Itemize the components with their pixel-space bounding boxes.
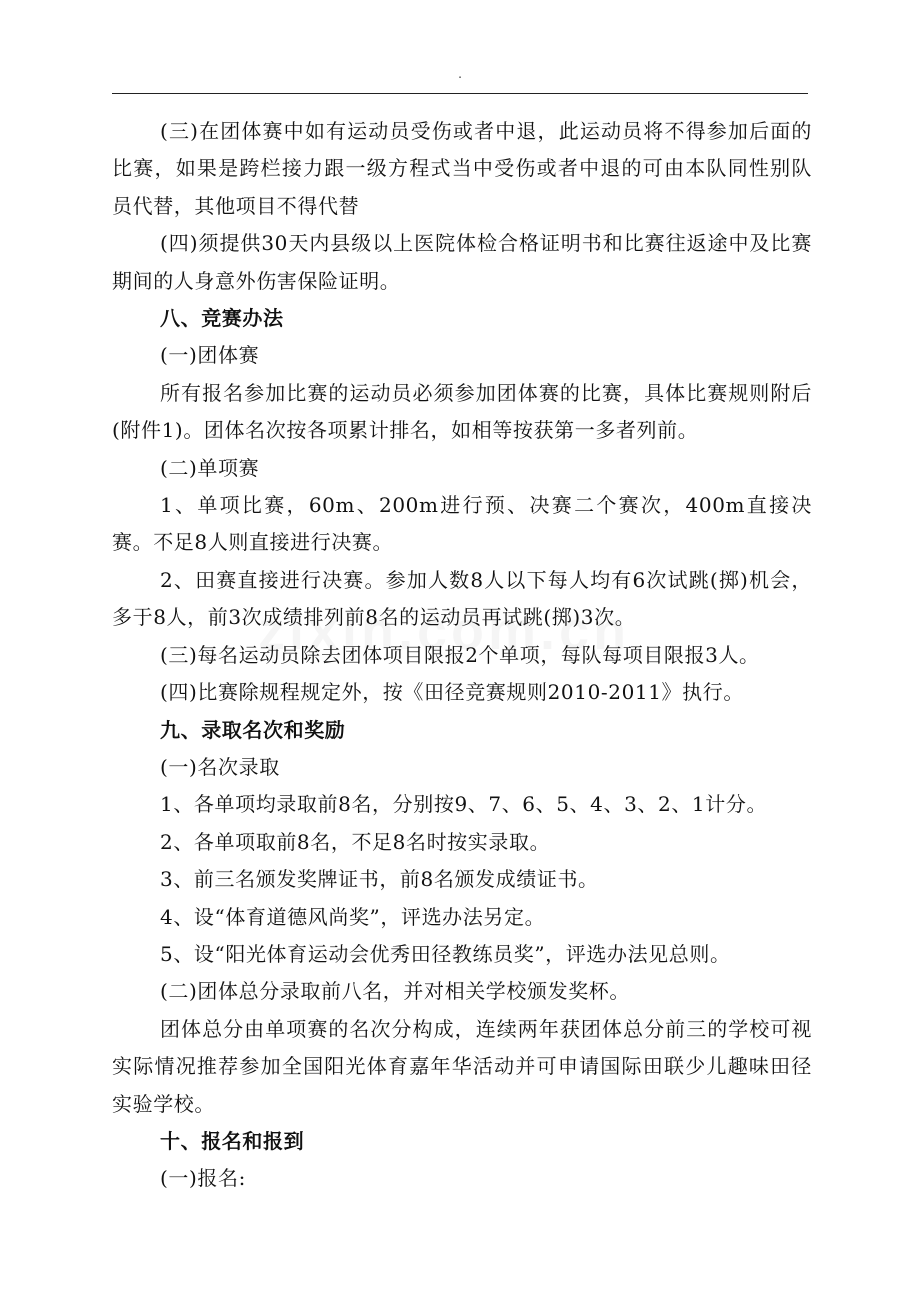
heading-competition-methods: 八、竞赛办法 — [160, 306, 284, 331]
para-coach-award: 5、设“阳光体育运动会优秀田径教练员奖”，评选办法见总则。 — [160, 941, 731, 966]
para-registration-label: (一)报名: — [160, 1166, 246, 1191]
header-mark: . — [458, 67, 462, 81]
para-ranking-actual: 2、各单项取前8名，不足8名时按实录取。 — [160, 829, 551, 854]
para-team-event-rules: 所有报名参加比赛的运动员必须参加团体赛的比赛，具体比赛规则附后(附件1)。团体名次按各项累计排名，如相等按获第一多者列前。 — [112, 380, 812, 443]
para-ranking-points: 1、各单项均录取前8名，分别按9、7、6、5、4、3、2、1计分。 — [160, 792, 768, 817]
para-ethics-award: 4、设“体育道德风尚奖”，评选办法另定。 — [160, 904, 546, 929]
para-individual-field: 2、田赛直接进行决赛。参加人数8人以下每人均有6次试跳(掷)机会，多于8人，前3次成绩排列前8名的运动员再试跳(掷)3次。 — [112, 567, 812, 630]
para-individual-track: 1、单项比赛，60m、200m进行预、决赛二个赛次，400m直接决赛。不足8人则直接进行决赛。 — [112, 493, 812, 555]
para-team-total: (二)团体总分录取前八名，并对相关学校颁发奖杯。 — [160, 979, 631, 1004]
para-individual-event-label: (二)单项赛 — [160, 455, 260, 480]
para-team-event-label: (一)团体赛 — [160, 343, 260, 368]
header-rule — [112, 93, 808, 94]
para-team-total-detail: 团体总分由单项赛的名次分构成，连续两年获团体总分前三的学校可视实际情况推荐参加全国阳光体育嘉年华活动并可申请国际田联少儿趣味田径实验学校。 — [112, 1016, 812, 1116]
para-injury-replacement: (三)在团体赛中如有运动员受伤或者中退，此运动员将不得参加后面的比赛，如果是跨栏接力跟一级方程式当中受伤或者中退的可由本队同性别队员代替，其他项目不得代替 — [112, 119, 812, 218]
para-rules-reference: (四)比赛除规程规定外，按《田径竞赛规则2010-2011》执行。 — [160, 680, 744, 705]
para-medical-certificate: (四)须提供30天内县级以上医院体检合格证明书和比赛往返途中及比赛期间的人身意外伤害保险证明。 — [112, 231, 812, 293]
para-ranking-medals: 3、前三名颁发奖牌证书，前8名颁发成绩证书。 — [160, 867, 599, 892]
para-entry-limit: (三)每名运动员除去团体项目限报2个单项，每队每项目限报3人。 — [160, 642, 760, 667]
heading-registration: 十、报名和报到 — [160, 1128, 305, 1153]
heading-ranking-awards: 九、录取名次和奖励 — [160, 717, 346, 742]
para-ranking-label: (一)名次录取 — [160, 754, 280, 779]
document-body — [112, 113, 812, 1198]
